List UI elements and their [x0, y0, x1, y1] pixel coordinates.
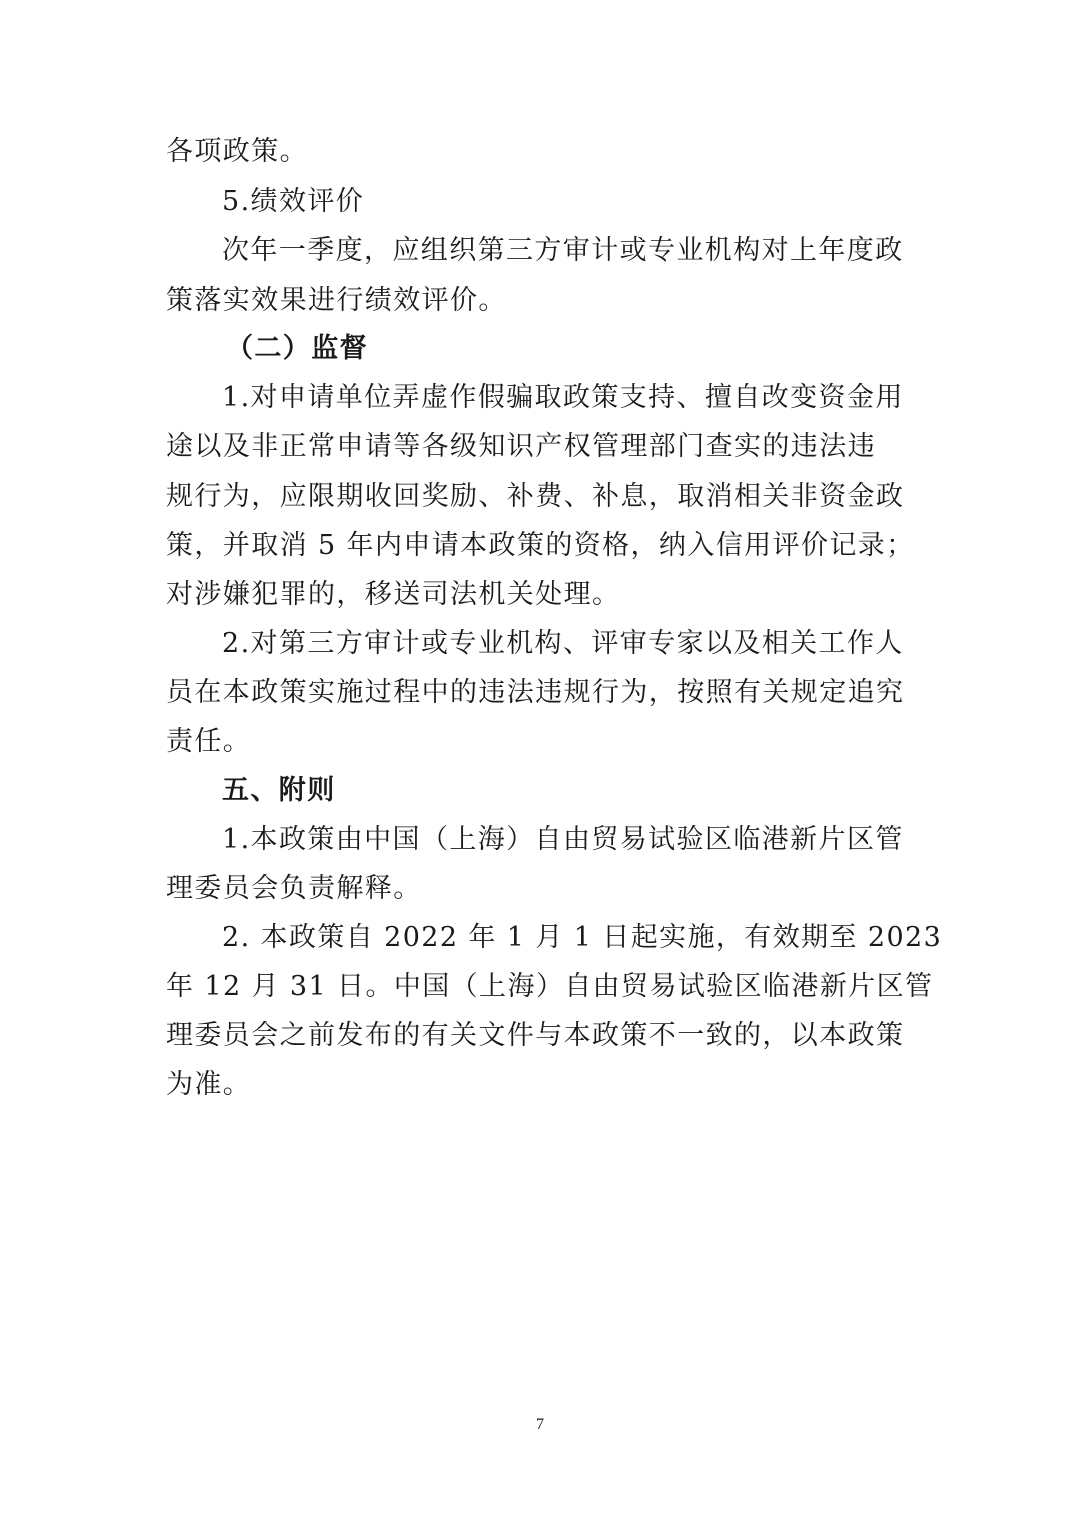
body-text-line: 理委员会负责解释。: [166, 873, 422, 904]
body-text-line: 2. 本政策自 2022 年 1 月 1 日起实施，有效期至 2023: [222, 922, 943, 953]
body-text-line: 1.对申请单位弄虚作假骗取政策支持、擅自改变资金用: [222, 382, 904, 413]
body-text-line: 途以及非正常申请等各级知识产权管理部门查实的违法违: [166, 431, 876, 462]
body-text-line: 年 12 月 31 日。中国（上海）自由贸易试验区临港新片区管: [166, 971, 934, 1002]
body-text-line: 责任。: [166, 726, 252, 757]
body-text-line: 次年一季度，应组织第三方审计或专业机构对上年度政: [222, 235, 904, 266]
item-heading: 5.绩效评价: [222, 186, 365, 217]
body-text-line: 对涉嫌犯罪的，移送司法机关处理。: [166, 579, 621, 610]
body-text-line: 理委员会之前发布的有关文件与本政策不一致的，以本政策: [166, 1020, 905, 1051]
body-text-line: 为准。: [166, 1069, 252, 1100]
body-text-line: 策落实效果进行绩效评价。: [166, 285, 507, 316]
body-text-line: 各项政策。: [166, 136, 308, 167]
body-text-line: 员在本政策实施过程中的违法违规行为，按照有关规定追究: [166, 677, 905, 708]
section-heading: （二）监督: [226, 333, 368, 364]
body-text-line: 2.对第三方审计或专业机构、评审专家以及相关工作人: [222, 628, 904, 659]
body-text-line: 规行为，应限期收回奖励、补费、补息，取消相关非资金政: [166, 481, 905, 512]
chapter-heading: 五、附则: [222, 775, 336, 806]
body-text-line: 1.本政策由中国（上海）自由贸易试验区临港新片区管: [222, 824, 904, 855]
body-text-line: 策，并取消 5 年内申请本政策的资格，纳入信用评价记录；: [166, 530, 915, 561]
page-number: 7: [536, 1416, 544, 1433]
